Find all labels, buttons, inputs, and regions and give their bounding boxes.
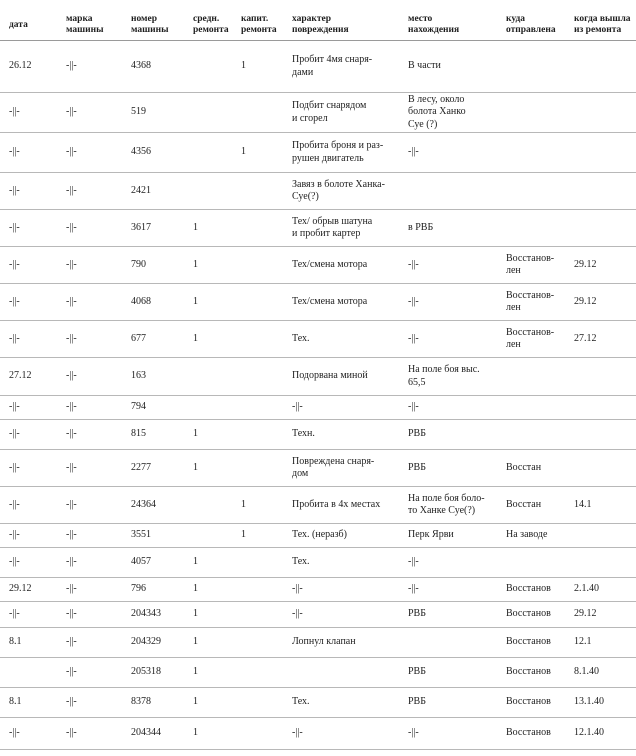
row-medium-repair: 1 [193,258,198,270]
row-number: 790 [131,258,146,270]
row-sent-to: На заводе [506,529,548,541]
row-date: 26.12 [9,60,32,72]
row-sent-to: Восстанов [506,666,551,678]
row-sent-to: Восстан [506,498,542,510]
row-mark: -||- [66,498,77,510]
row-location [408,173,500,209]
row-date: -||- [9,295,20,307]
row-medium-repair: 1 [193,332,198,344]
row-capital-repair [241,210,285,246]
row-medium-repair [193,41,233,92]
row-medium-repair: 1 [193,556,198,568]
row-repaired-out: 27.12 [574,332,597,344]
row-number: 2421 [131,184,151,196]
row-medium-repair [193,133,233,172]
row-sent-to [506,133,570,172]
row-location: На поле боя выс. 65,5 [408,364,480,388]
row-sent-to: Восстанов- лен [506,326,555,350]
row-date: -||- [9,146,20,158]
row-damage: -||- [292,583,303,595]
row-date: -||- [9,106,20,118]
row-damage: Тех/смена мотора [292,295,368,307]
row-repaired-out: 14.1 [574,498,592,510]
row-location: РВБ [408,696,426,708]
table-row [0,602,636,628]
row-repaired-out [574,548,634,577]
table-row [0,524,636,548]
row-location: РВБ [408,666,426,678]
row-sent-to [506,548,570,577]
row-mark: -||- [66,401,77,413]
row-damage: Пробит 4мя снаря- дами [292,54,373,78]
row-capital-repair: 1 [241,498,246,510]
row-damage: Тех/ обрыв шатуна и пробит картер [292,215,373,239]
row-number: 204343 [131,608,161,620]
table-row [0,658,636,688]
row-repaired-out [574,358,634,395]
row-medium-repair: 1 [193,608,198,620]
row-date: -||- [9,727,20,739]
table-row [0,688,636,718]
row-damage: Тех. [292,332,310,344]
row-medium-repair: 1 [193,583,198,595]
row-number: 4368 [131,60,151,72]
row-number: 796 [131,583,146,595]
row-date: 27.12 [9,370,32,382]
row-repaired-out [574,396,634,419]
row-medium-repair: 1 [193,295,198,307]
row-location: Перк Ярви [408,529,454,541]
row-number: 163 [131,370,146,382]
row-sent-to: Восстанов [506,727,551,739]
table-row [0,93,636,133]
row-mark: -||- [66,60,77,72]
row-capital-repair [241,688,285,717]
row-date: -||- [9,332,20,344]
row-location: в РВБ [408,221,434,233]
row-number: 204329 [131,636,161,648]
row-capital-repair [241,420,285,449]
row-capital-repair [241,396,285,419]
table-row [0,41,636,93]
row-medium-repair: 1 [193,636,198,648]
header-mark: марка машины [66,14,104,35]
row-damage: Подорвана миной [292,370,368,382]
row-medium-repair [193,396,233,419]
row-sent-to [506,420,570,449]
row-repaired-out [574,210,634,246]
row-location: РВБ [408,428,426,440]
row-medium-repair: 1 [193,696,198,708]
row-capital-repair [241,628,285,657]
row-mark: -||- [66,428,77,440]
row-damage: Лопнул клапан [292,636,356,648]
row-number: 4057 [131,556,151,568]
header-location: место нахождения [408,14,460,35]
row-number: 519 [131,106,146,118]
row-medium-repair: 1 [193,727,198,739]
row-mark: -||- [66,556,77,568]
row-capital-repair [241,284,285,320]
row-date: -||- [9,461,20,473]
row-medium-repair [193,93,233,132]
row-capital-repair [241,321,285,357]
table-row [0,628,636,658]
row-repaired-out: 13.1.40 [574,696,604,708]
header-damage: характер повреждения [292,14,349,35]
row-location: На поле боя боло- то Ханке Суе(?) [408,492,485,516]
header-capital-repair: капит. ремонта [241,14,277,35]
row-location: -||- [408,146,419,158]
row-repaired-out [574,173,634,209]
row-date: -||- [9,221,20,233]
table-row [0,450,636,487]
row-repaired-out [574,450,634,486]
table-row [0,358,636,396]
row-damage: Пробита в 4х местах [292,498,381,510]
row-damage: -||- [292,727,303,739]
table-row [0,578,636,602]
row-number: 4356 [131,146,151,158]
row-repaired-out: 8.1.40 [574,666,599,678]
row-capital-repair: 1 [241,60,246,72]
row-damage: Тех. (неразб) [292,529,347,541]
row-location: РВБ [408,608,426,620]
row-mark: -||- [66,106,77,118]
row-number: 2277 [131,461,151,473]
row-mark: -||- [66,583,77,595]
row-date [9,658,59,687]
row-mark: -||- [66,184,77,196]
row-capital-repair [241,602,285,627]
header-number: номер машины [131,14,169,35]
row-sent-to [506,210,570,246]
row-repaired-out: 12.1.40 [574,727,604,739]
row-sent-to [506,358,570,395]
row-damage: -||- [292,401,303,413]
row-damage: Тех/смена мотора [292,258,368,270]
row-mark: -||- [66,529,77,541]
row-repaired-out [574,133,634,172]
table-row [0,487,636,524]
row-location: -||- [408,401,419,413]
table-row [0,321,636,358]
row-damage: Завяз в болоте Ханка- Суе(?) [292,178,385,202]
table-row [0,284,636,321]
row-sent-to [506,396,570,419]
row-damage: Подбит снарядом и сгорел [292,100,367,124]
row-date: -||- [9,184,20,196]
row-date: -||- [9,608,20,620]
row-number: 794 [131,401,146,413]
row-number: 4068 [131,295,151,307]
row-location: РВБ [408,461,426,473]
row-repaired-out: 29.12 [574,295,597,307]
row-date: 29.12 [9,583,32,595]
row-capital-repair [241,173,285,209]
row-repaired-out: 29.12 [574,608,597,620]
row-sent-to [506,93,570,132]
row-medium-repair: 1 [193,428,198,440]
table-row [0,133,636,173]
row-sent-to: Восстанов [506,608,551,620]
row-location [408,628,500,657]
row-location: -||- [408,258,419,270]
row-sent-to: Восстанов [506,696,551,708]
row-sent-to: Восстанов- лен [506,289,555,313]
row-date: 8.1 [9,636,22,648]
header-medium-repair: средн. ремонта [193,14,229,35]
row-damage: Тех. [292,556,310,568]
row-capital-repair [241,578,285,601]
row-mark: -||- [66,221,77,233]
row-mark: -||- [66,608,77,620]
header-date: дата [9,20,28,30]
row-sent-to: Восстан [506,461,542,473]
row-capital-repair [241,247,285,283]
row-repaired-out: 29.12 [574,258,597,270]
row-number: 677 [131,332,146,344]
row-date: -||- [9,556,20,568]
row-location: В части [408,60,441,72]
row-mark: -||- [66,332,77,344]
row-capital-repair: 1 [241,146,246,158]
row-location: -||- [408,556,419,568]
row-mark: -||- [66,258,77,270]
row-capital-repair [241,718,285,749]
row-mark: -||- [66,666,77,678]
row-location: -||- [408,332,419,344]
table-header [0,0,636,41]
row-mark: -||- [66,727,77,739]
row-sent-to [506,41,570,92]
row-medium-repair [193,173,233,209]
row-damage: Повреждена снаря- дом [292,455,375,479]
row-capital-repair [241,658,285,687]
row-location: -||- [408,295,419,307]
row-location: -||- [408,727,419,739]
row-mark: -||- [66,295,77,307]
row-number: 24364 [131,498,156,510]
row-medium-repair: 1 [193,221,198,233]
row-number: 205318 [131,666,161,678]
row-mark: -||- [66,370,77,382]
row-capital-repair [241,548,285,577]
row-repaired-out [574,41,634,92]
row-capital-repair: 1 [241,529,246,541]
row-damage [292,658,402,687]
row-mark: -||- [66,696,77,708]
row-damage: Тех. [292,696,310,708]
row-medium-repair [193,358,233,395]
row-date: -||- [9,428,20,440]
row-location: -||- [408,583,419,595]
row-date: -||- [9,258,20,270]
row-number: 204344 [131,727,161,739]
row-repaired-out [574,420,634,449]
row-repaired-out: 12.1 [574,636,592,648]
row-mark: -||- [66,146,77,158]
row-medium-repair [193,487,233,523]
table-row [0,210,636,247]
table-row [0,173,636,210]
row-location: В лесу, около болота Ханко Суе (?) [408,93,466,130]
row-sent-to: Восстанов [506,583,551,595]
row-mark: -||- [66,636,77,648]
row-number: 8378 [131,696,151,708]
table-row [0,396,636,420]
row-date: 8.1 [9,696,22,708]
row-medium-repair: 1 [193,461,198,473]
row-sent-to: Восстанов [506,636,551,648]
row-repaired-out: 2.1.40 [574,583,599,595]
row-sent-to: Восстанов- лен [506,252,555,276]
table-row [0,548,636,578]
row-repaired-out [574,524,634,547]
row-number: 815 [131,428,146,440]
header-repaired-out: когда вышла из ремонта [574,14,631,35]
row-capital-repair [241,450,285,486]
row-date: -||- [9,498,20,510]
row-number: 3617 [131,221,151,233]
row-date: -||- [9,401,20,413]
header-sent-to: куда отправлена [506,14,556,35]
row-damage: Техн. [292,428,315,440]
row-repaired-out [574,93,634,132]
row-mark: -||- [66,461,77,473]
row-medium-repair: 1 [193,666,198,678]
table-row [0,420,636,450]
row-sent-to [506,173,570,209]
row-capital-repair [241,358,285,395]
table-row [0,718,636,750]
row-date: -||- [9,529,20,541]
row-damage: -||- [292,608,303,620]
row-medium-repair [193,524,233,547]
row-capital-repair [241,93,285,132]
table-row [0,247,636,284]
row-number: 3551 [131,529,151,541]
row-damage: Пробита броня и раз- рушен двигатель [292,140,384,164]
